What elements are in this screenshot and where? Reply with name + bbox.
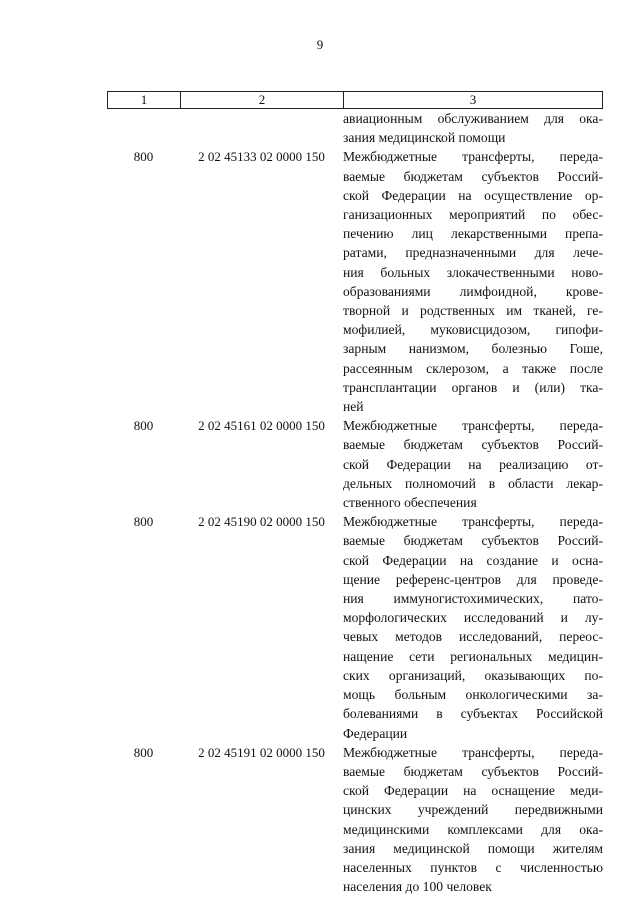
table-body [107, 109, 603, 896]
description-line: образованиями лимфоидной, крове- [343, 283, 603, 299]
description-cell [343, 512, 603, 742]
description-line: мофилией, муковисцидозом, гипофи- [343, 322, 603, 338]
description-line: ской Федерации на осуществление ор- [343, 187, 603, 203]
admin-code-cell: 800 [133, 149, 154, 165]
description-line: ских организаций, оказывающих по- [343, 667, 603, 683]
description-line: Межбюджетные трансферты, переда- [343, 514, 603, 530]
header-col-2: 2 [181, 92, 344, 108]
description-line: мощь больным онкологическими за- [343, 687, 603, 703]
description-line: творной и родственных им тканей, ге- [343, 303, 603, 319]
admin-code-cell: 800 [133, 514, 154, 530]
description-line: морфологических исследований и лу- [343, 610, 603, 626]
description-line: болеваниями в субъектах Российской [343, 706, 603, 722]
description-line: чевых методов исследований, переос- [343, 629, 603, 645]
description-line: ваемые бюджетам субъектов Россий- [343, 763, 603, 779]
description-line: ской Федерации на оснащение меди- [343, 783, 603, 799]
description-line: Межбюджетные трансферты, переда- [343, 418, 603, 434]
description-cell [343, 743, 603, 897]
description-line: рассеянным склерозом, а также после [343, 360, 603, 376]
description-line: населенных пунктов с численностью [343, 859, 603, 875]
description-line: зания медицинской помощи жителям [343, 840, 603, 856]
description-line: ния иммуногистохимических, пато- [343, 591, 603, 607]
description-line: ваемые бюджетам субъектов Россий- [343, 533, 603, 549]
budget-code-cell: 2 02 45190 02 0000 150 [198, 514, 325, 530]
description-line: ганизационных мероприятий по обес- [343, 207, 603, 223]
description-line: ваемые бюджетам субъектов Россий- [343, 168, 603, 184]
description-line: ней [343, 399, 364, 415]
description-line: зарным нанизмом, болезнью Гоше, [343, 341, 603, 357]
budget-code-cell: 2 02 45161 02 0000 150 [198, 418, 325, 434]
header-col-3: 3 [469, 92, 477, 107]
description-line: печению лиц лекарственными препа- [343, 226, 603, 242]
description-line: Межбюджетные трансферты, переда- [343, 744, 603, 760]
header-col-1: 1 [108, 92, 181, 108]
description-cell [343, 416, 603, 512]
description-line: щение референс-центров для проведе- [343, 571, 603, 587]
description-line: медицинскими комплексами для ока- [343, 821, 603, 837]
description-line: ственного обеспечения [343, 495, 477, 511]
admin-code-cell: 800 [133, 418, 154, 434]
table-header [107, 91, 603, 109]
table-row [107, 743, 603, 897]
description-line: населения до 100 человек [343, 879, 492, 895]
description-line: трансплантации органов и (или) тка- [343, 379, 603, 395]
description-line: ратами, предназначенными для лече- [343, 245, 603, 261]
description-line: Межбюджетные трансферты, переда- [343, 149, 603, 165]
table-row [107, 512, 603, 742]
description-line: ния больных злокачественными ново- [343, 264, 603, 280]
admin-code-cell: 800 [133, 744, 154, 760]
description-line: цинских учреждений передвижными [343, 802, 603, 818]
description-cell [343, 147, 603, 416]
description-line: ской Федерации на реализацию от- [343, 456, 603, 472]
description-line: ваемые бюджетам субъектов Россий- [343, 437, 603, 453]
budget-code-cell: 2 02 45191 02 0000 150 [198, 744, 325, 760]
description-line: нащение сети региональных медицин- [343, 648, 603, 664]
table-row [107, 109, 603, 147]
description-cell [343, 109, 603, 147]
description-line: дельных полномочий в области лекар- [343, 475, 603, 491]
table-row [107, 147, 603, 416]
description-line: ской Федерации на создание и осна- [343, 552, 603, 568]
table-row [107, 416, 603, 512]
description-line: зания медицинской помощи [343, 130, 506, 146]
page-number: 9 [316, 37, 324, 52]
description-line: авиационным обслуживанием для ока- [343, 111, 603, 126]
description-line: Федерации [343, 725, 408, 741]
budget-code-cell: 2 02 45133 02 0000 150 [198, 149, 325, 165]
